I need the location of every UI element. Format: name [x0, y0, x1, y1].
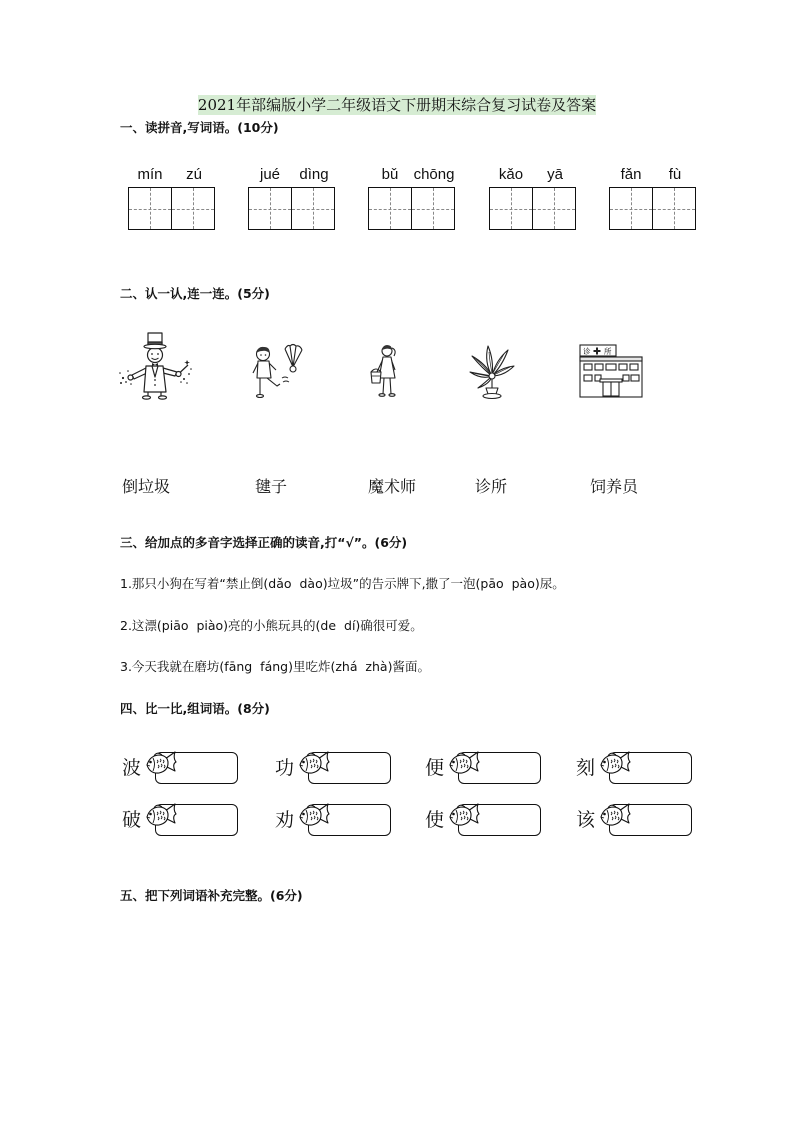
pinyin-syllable: fǎn	[620, 166, 642, 183]
clinic-illustration	[578, 344, 644, 400]
fish-icon	[447, 801, 481, 831]
head	[148, 348, 163, 363]
fish-icon	[598, 749, 632, 779]
section5-heading: 五、把下列词语补充完整。(6分)	[120, 888, 303, 903]
grid-cell	[369, 188, 411, 229]
fish-icon	[144, 749, 178, 779]
grid-cell	[171, 188, 214, 229]
character-grid	[489, 187, 576, 230]
magician-illustration	[117, 332, 193, 400]
pinyin-writing-item	[368, 166, 457, 232]
section2-heading: 二、认一认,连一连。(5分)	[120, 286, 270, 301]
match-word: 倒垃圾	[122, 477, 171, 496]
match-word: 诊所	[475, 477, 508, 496]
title-text: 2021年部编版小学二年级语文下册期末综合复习试卷及答案	[197, 96, 597, 114]
shuttlecock-base	[290, 366, 296, 372]
pinyin-syllable: mín	[137, 166, 163, 183]
match-word: 毽子	[255, 477, 288, 496]
word-building-item	[425, 752, 545, 786]
clinic-sign-char: 所	[604, 346, 612, 356]
section4-heading: 四、比一比,组词语。(8分)	[120, 701, 270, 716]
question-line: 1.那只小狗在写着“禁止倒(dǎo dào)垃圾”的告示牌下,撒了一泡(pāo pào)尿。	[120, 576, 565, 591]
question-line: 2.这漂(piāo piào)亮的小熊玩具的(de dí)确很可爱。	[120, 618, 423, 633]
base-character: 功	[275, 757, 295, 779]
pinyin-writing-item	[489, 166, 578, 232]
pinyin-syllable: yā	[547, 166, 563, 183]
word-building-item	[122, 752, 242, 786]
base-character: 便	[425, 757, 445, 779]
coat	[144, 366, 166, 392]
base-character: 破	[122, 809, 142, 831]
word-building-item	[425, 804, 545, 838]
grid-cell	[652, 188, 695, 229]
word-building-item	[275, 804, 395, 838]
kid-body	[257, 361, 271, 378]
grid-cell	[610, 188, 652, 229]
right-arm	[163, 368, 177, 376]
word-building-item	[576, 752, 696, 786]
pinyin-row	[489, 166, 578, 184]
grid-cell	[249, 188, 291, 229]
document-title	[0, 95, 794, 115]
fish-icon	[297, 749, 331, 779]
section1-heading: 一、读拼音,写词语。(10分)	[120, 120, 279, 135]
pinyin-row	[368, 166, 457, 184]
pinyin-syllable: chōng	[413, 166, 455, 183]
clinic-sign-char: 诊	[583, 346, 591, 356]
pinyin-syllable: zú	[186, 166, 202, 183]
base-character: 劝	[275, 809, 295, 831]
pinyin-writing-item	[128, 166, 217, 232]
fish-icon	[297, 801, 331, 831]
pinyin-syllable: kǎo	[498, 166, 524, 183]
word-building-item	[275, 752, 395, 786]
pinyin-row	[128, 166, 217, 184]
word-building-item	[576, 804, 696, 838]
pinyin-syllable: fù	[668, 166, 682, 183]
pinyin-row	[248, 166, 337, 184]
grid-cell	[490, 188, 532, 229]
pinyin-syllable: dìng	[299, 166, 329, 183]
character-grid	[609, 187, 696, 230]
question-line: 3.今天我就在磨坊(fāng fáng)里吃炸(zhá zhà)酱面。	[120, 659, 430, 674]
pinyin-syllable: bǔ	[381, 166, 399, 183]
fish-icon	[598, 801, 632, 831]
grid-cell	[291, 188, 334, 229]
word-building-item	[122, 804, 242, 838]
match-word: 魔术师	[368, 477, 417, 496]
pinyin-writing-item	[609, 166, 698, 232]
match-word: 饲养员	[590, 477, 639, 496]
shuttlecock-illustration	[249, 340, 313, 400]
girl-with-bucket-illustration	[366, 342, 404, 400]
base-character: 刻	[576, 757, 596, 779]
bucket	[371, 372, 381, 383]
pinyin-row	[609, 166, 698, 184]
potted-plant-illustration	[466, 342, 518, 400]
character-grid	[368, 187, 455, 230]
pinyin-writing-item	[248, 166, 337, 232]
fish-icon	[144, 801, 178, 831]
base-character: 该	[576, 809, 596, 831]
character-grid	[128, 187, 215, 230]
character-grid	[248, 187, 335, 230]
section3-heading: 三、给加点的多音字选择正确的读音,打“√”。(6分)	[120, 535, 408, 550]
grid-cell	[129, 188, 171, 229]
pinyin-syllable: jué	[259, 166, 281, 183]
base-character: 波	[122, 757, 142, 779]
fish-icon	[447, 749, 481, 779]
base-character: 使	[425, 809, 445, 831]
grid-cell	[411, 188, 454, 229]
dress	[379, 357, 395, 378]
grid-cell	[532, 188, 575, 229]
